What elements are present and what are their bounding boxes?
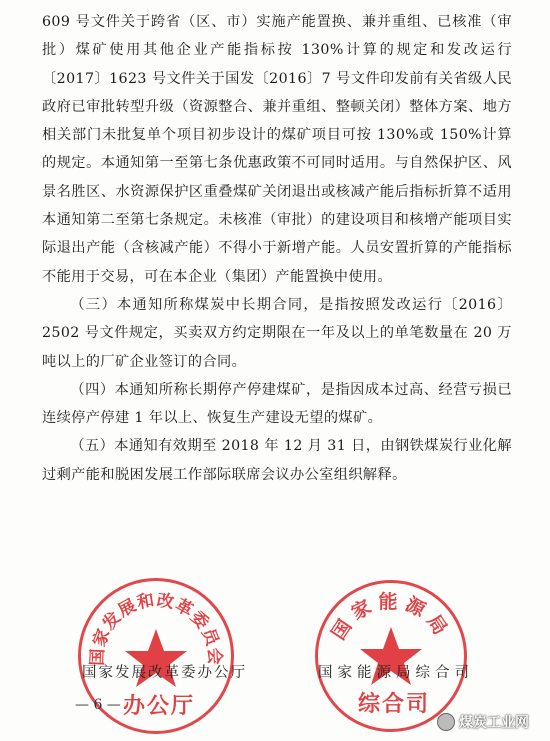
seal-right-arc-text: 国家能源局 [327, 591, 455, 644]
nea-department-seal [315, 580, 467, 732]
paragraph-3: （四）本通知所称长期停产停建煤矿，是指因成本过高、经营亏损已连续停产停建 1 年以上、恢复生产建设无望的煤矿。 [42, 381, 512, 427]
page-number: — 6 — [75, 697, 121, 713]
signature-right: 国家能源局综合司 [318, 665, 474, 681]
seal-right-bottom-text: 综合司 [358, 691, 431, 717]
seal-left-arc-text: 国家发展和改革委员会 [87, 590, 225, 667]
paragraph-4: （五）本通知有效期至 2018 年 12 月 31 日，由钢铁煤炭行业化解过剩产能和脱困发展工作部际联席会议办公室组织解释。 [42, 438, 512, 483]
watermark-text: 煤炭工业网 [459, 715, 529, 731]
document-body [42, 8, 512, 489]
paragraph-2: （三）本通知所称煤炭中长期合同，是指按照发改运行〔2016〕2502 号文件规定，买卖双方约定期限在一年及以上的单笔数量在 20 万吨以上的厂矿企业签订的合同。 [42, 296, 512, 370]
seal-left-bottom-text: 办公厅 [123, 693, 196, 719]
paragraph-1: 609 号文件关于跨省（区、市）实施产能置换、兼并重组、已核准（审批）煤矿使用其他企业产能指标按 130%计算的规定和发改运行〔2017〕1623 号文件关于国发〔2016〕7 号文件印发前有关省级人民政府已审批转型升级（资源整合、兼并重组、整顿关闭）整体方案、地方相关部门未批复单个项目初步设计的煤矿项目可按 130%或 150%计算的规定。本通知第一至第七条优惠政策不可同时适用。与自然保护区、风景名胜区、水资源保护区重叠煤矿关闭退出或核减产能后指标折算不适用本通知第二至第七条规定。未核准（审批）的建设项目和核增产能项目实际退出产能（含核减产能）不得小于新增产能。人员安置折算的产能指标不能用于交易，可在本企业（集团）产能置换中使用。 [42, 14, 512, 285]
wechat-logo-icon [437, 713, 455, 731]
watermark [437, 712, 529, 732]
signature-left: 国家发展改革委办公厅 [82, 665, 247, 681]
